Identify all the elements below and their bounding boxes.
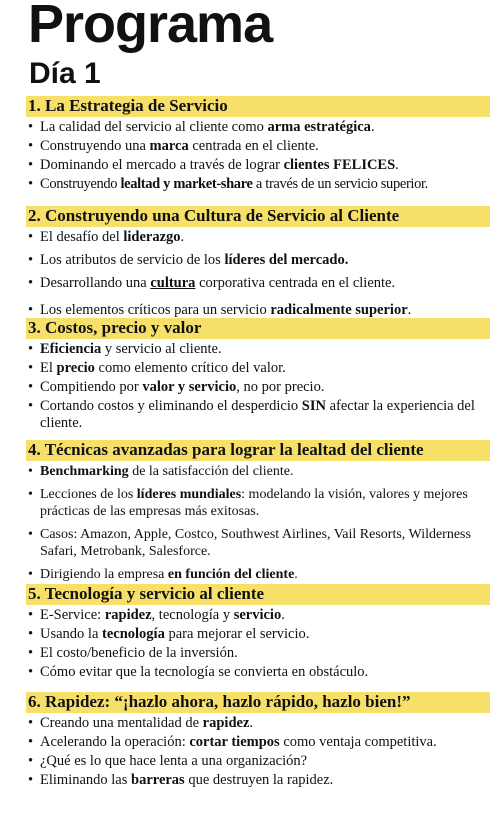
list-item: • Los elementos críticos para un servicio radicalmente superior. [28, 302, 412, 318]
bullet-icon: • [28, 527, 33, 542]
list-item: • El precio como elemento crítico del valor. [28, 360, 286, 376]
bullet-icon: • [28, 398, 34, 414]
list-item: • Eficiencia y servicio al cliente. [28, 341, 222, 357]
section-heading: 6. Rapidez: “¡hazlo ahora, hazlo rápido, hazlo bien!” [26, 692, 490, 713]
list-item: • Eliminando las barreras que destruyen la rapidez. [28, 772, 334, 788]
section-3 [26, 318, 490, 432]
list-item: • Lecciones de los líderes mundiales: modelando la visión, valores y mejores prácticas de las empresas más exitosas. [28, 487, 468, 519]
section-2 [26, 206, 490, 319]
bullet-icon: • [28, 379, 34, 395]
list-item: • Compitiendo por valor y servicio, no por precio. [28, 379, 325, 395]
section-6 [26, 692, 490, 789]
list-item: • ¿Qué es lo que hace lenta a una organización? [28, 753, 308, 769]
bullet-icon: • [28, 715, 34, 731]
list-item: • El desafío del liderazgo. [28, 229, 185, 245]
bullet-icon: • [28, 138, 34, 154]
list-item: • El costo/beneficio de la inversión. [28, 645, 238, 661]
list-item: • Casos: Amazon, Apple, Costco, Southwest Airlines, Vail Resorts, Wilderness Safari, Metrobank, Salesforce. [28, 527, 471, 559]
list-item: • Cómo evitar que la tecnología se convierta en obstáculo. [28, 664, 369, 680]
bullet-icon: • [28, 252, 34, 268]
bullet-icon: • [28, 664, 34, 680]
list-item: • E-Service: rapidez, tecnología y servicio. [28, 607, 285, 623]
bullet-icon: • [28, 734, 34, 750]
bullet-icon: • [28, 360, 34, 376]
list-item: • Los atributos de servicio de los líderes del mercado. [28, 252, 349, 268]
bullet-icon: • [28, 176, 33, 192]
list-item: • La calidad del servicio al cliente como arma estratégica. [28, 119, 375, 135]
bullet-icon: • [28, 772, 34, 788]
list-item: • Desarrollando una cultura corporativa centrada en el cliente. [28, 275, 396, 291]
section-heading: 2. Construyendo una Cultura de Servicio al Cliente [26, 206, 490, 227]
bullet-icon: • [28, 157, 34, 173]
bullet-icon: • [28, 753, 34, 769]
section-4 [26, 440, 490, 583]
section-5 [26, 584, 490, 681]
bullet-icon: • [28, 302, 34, 318]
section-heading: 5. Tecnología y servicio al cliente [26, 584, 490, 605]
list-item: • Usando la tecnología para mejorar el servicio. [28, 626, 310, 642]
bullet-icon: • [28, 464, 33, 479]
section-heading: 3. Costos, precio y valor [26, 318, 490, 339]
bullet-icon: • [28, 626, 34, 642]
bullet-icon: • [28, 607, 34, 623]
bullet-icon: • [28, 645, 34, 661]
list-item: • Acelerando la operación: cortar tiempos como ventaja competitiva. [28, 734, 437, 750]
list-item: • Construyendo una marca centrada en el cliente. [28, 138, 319, 154]
list-item: • Benchmarking de la satisfacción del cliente. [28, 464, 294, 479]
section-heading: 4. Técnicas avanzadas para lograr la lealtad del cliente [26, 440, 490, 461]
list-item: • Construyendo lealtad y market-share a través de un servicio superior. [28, 176, 428, 192]
list-item: • Creando una mentalidad de rapidez. [28, 715, 254, 731]
bullet-icon: • [28, 487, 33, 502]
section-1 [26, 96, 490, 193]
page-title: Programa [28, 0, 273, 54]
bullet-icon: • [28, 567, 33, 582]
bullet-icon: • [28, 275, 34, 291]
day-subtitle: Día 1 [29, 57, 101, 90]
bullet-icon: • [28, 119, 34, 135]
list-item: • Dominando el mercado a través de lograr clientes FELICES. [28, 157, 399, 173]
list-item: • Dirigiendo la empresa en función del cliente. [28, 567, 298, 582]
section-heading: 1. La Estrategia de Servicio [26, 96, 490, 117]
bullet-icon: • [28, 341, 34, 357]
bullet-icon: • [28, 229, 34, 245]
list-item: • Cortando costos y eliminando el desperdicio SIN afectar la experiencia del cliente. [28, 398, 475, 431]
